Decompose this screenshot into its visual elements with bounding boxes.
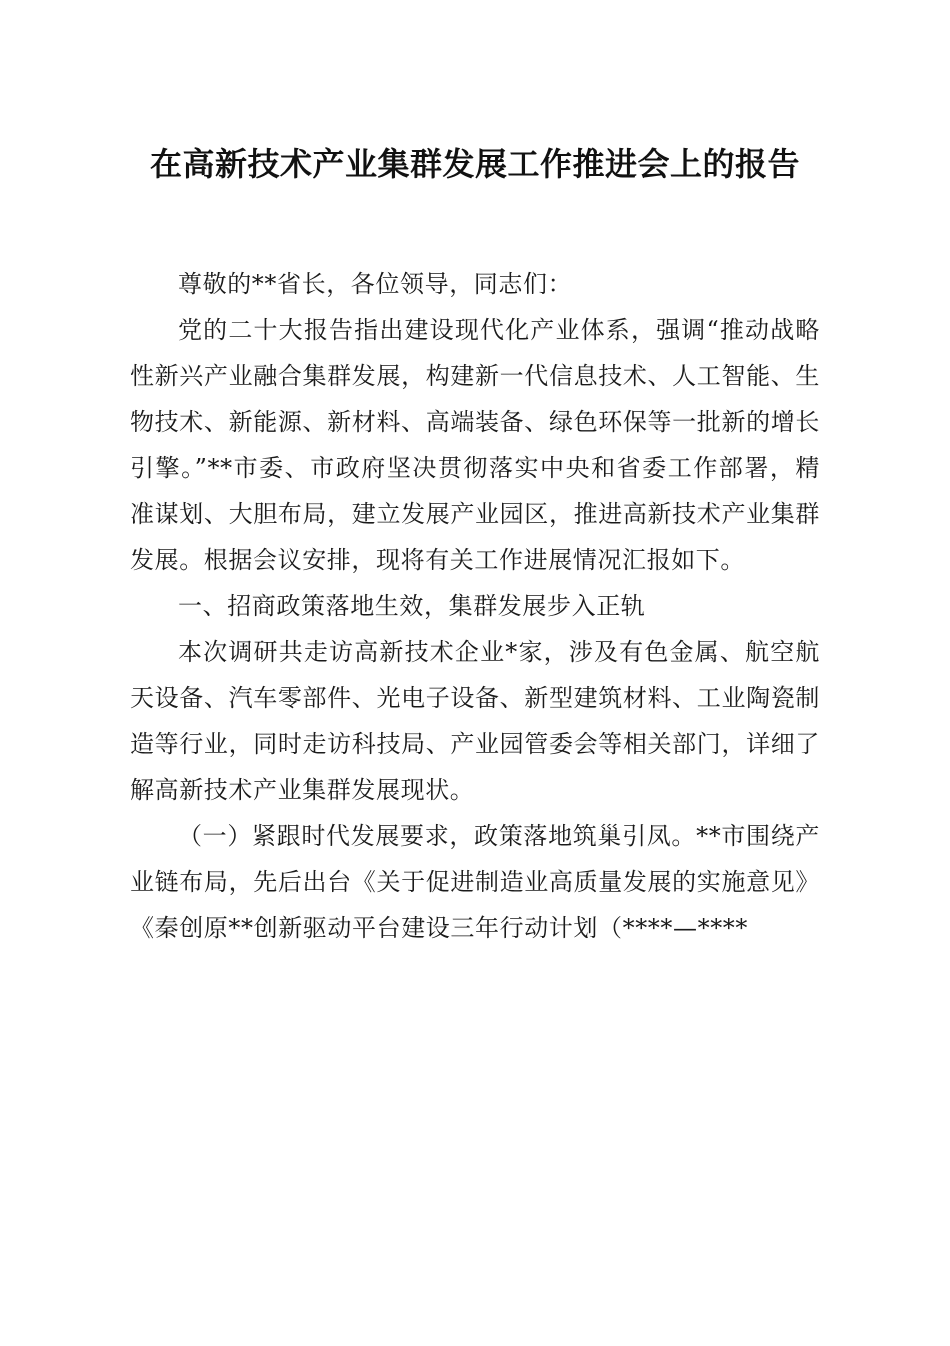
document-title: 在高新技术产业集群发展工作推进会上的报告 [149, 145, 800, 183]
section-heading: 一、招商政策落地生效，集群发展步入正轨 [178, 592, 646, 620]
research-paragraph: 本次调研共走访高新技术企业*家，涉及有色金属、航空航天设备、汽车零部件、光电子设备、新型建筑材料、工业陶瓷制造等行业，同时走访科技局、产业园管委会等相关部门，详细了解高新技术产业集群发展现状。 [130, 638, 820, 804]
salutation-paragraph: 尊敬的**省长，各位领导，同志们： [178, 270, 573, 298]
intro-paragraph: 党的二十大报告指出建设现代化产业体系，强调“推动战略性新兴产业融合集群发展，构建新一代信息技术、人工智能、生物技术、新能源、新材料、高端装备、绿色环保等一批新的增长引擎。”**市委、市政府坚决贯彻落实中央和省委工作部署，精准谋划、大胆布局，建立发展产业园区，推进高新技术产业集群发展。根据会议安排，现将有关工作进展情况汇报如下。 [130, 316, 820, 574]
policy-paragraph: （一）紧跟时代发展要求，政策落地筑巢引凤。**市围绕产业链布局，先后出台《关于促进制造业高质量发展的实施意见》《秦创原**创新驱动平台建设三年行动计划（****—**** [130, 822, 820, 942]
document-body [130, 261, 820, 951]
